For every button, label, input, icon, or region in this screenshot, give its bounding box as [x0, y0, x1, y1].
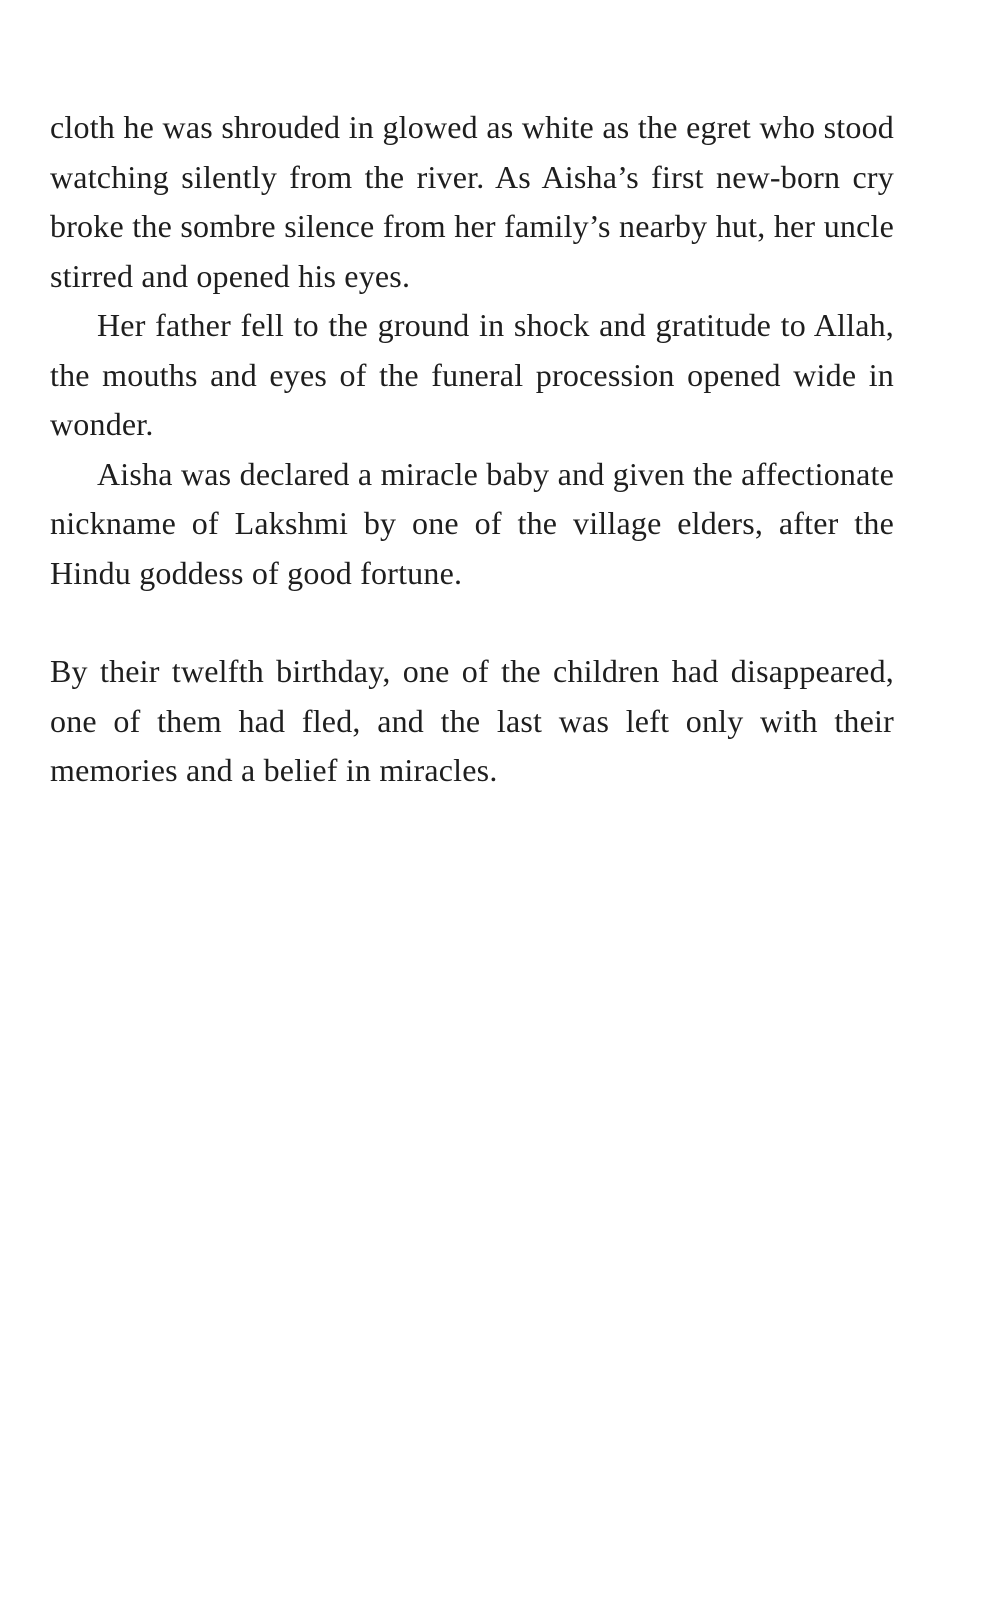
paragraph-miracle-baby: Aisha was declared a miracle baby and given the affectionate nickname of Lakshmi by one of the village elders, after the Hindu goddess of good fortune.	[50, 455, 894, 591]
paragraph-twelfth-birthday: By their twelfth birthday, one of the children had disappeared, one of them had fled, and the last was left only with their memories and a belief in miracles.	[50, 653, 894, 788]
paragraph-father-gratitude: Her father fell to the ground in shock and gratitude to Allah, the mouths and eyes of the funeral procession opened wide in wonder.	[50, 307, 894, 442]
book-page	[50, 103, 894, 796]
paragraph-continuation: cloth he was shrouded in glowed as white as the egret who stood watching silently from the river. As Aisha’s first new-born cry broke the sombre silence from her family’s nearby hut, her uncle stirred and opened his eyes.	[50, 109, 894, 294]
